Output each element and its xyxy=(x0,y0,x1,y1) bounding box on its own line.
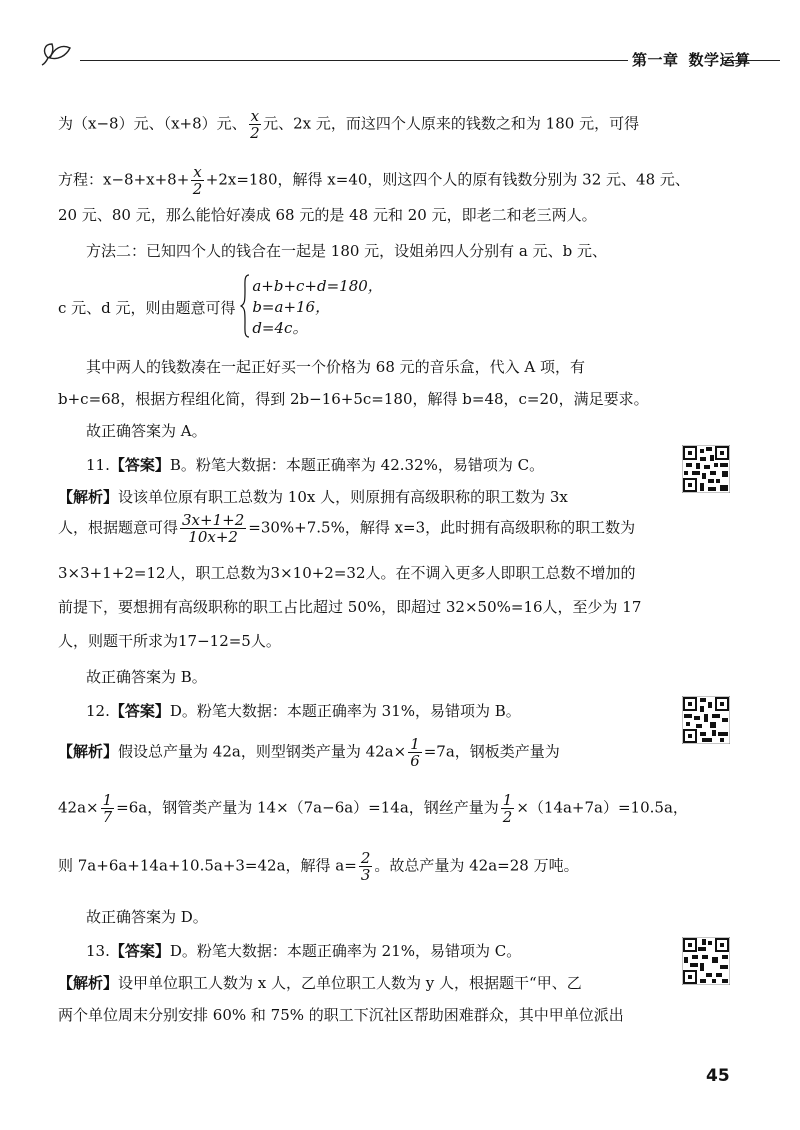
equation-line: c 元、d 元，则由题意可得 a+b+c+d=180， b=a+16， d=4c。 xyxy=(58,276,383,339)
qr-code-icon[interactable] xyxy=(682,445,730,493)
analysis-line: 3×3+1+2=12人，职工总数为3×10+2=32人。在不调入更多人即职工总数不增加的 xyxy=(58,564,636,582)
header-rule-right xyxy=(722,60,780,61)
fraction: $\frac{1}{6}$ xyxy=(410,735,420,770)
text-line: 方法二：已知四个人的钱合在一起是 180 元，设姐弟四人分别有 a 元、b 元、 xyxy=(86,242,608,260)
fraction: $\frac{x}{2}$ xyxy=(192,163,203,198)
chapter-number: 第一章 xyxy=(632,51,679,69)
analysis-line: 则 7a+6a+14a+10.5a+3=42a，解得 a= $\frac{2}{3}$ 。故总产量为 42a=28 万吨。 xyxy=(58,849,579,884)
analysis-line: 【解析】设该单位原有职工总数为 10x 人，则原拥有高级职称的职工数为 3x xyxy=(58,488,568,506)
text-line: 为（x−8）元、（x+8）元、 $\frac{x}{2}$ 元、2x 元，而这四个人原来的钱数之和为 180 元，可得 xyxy=(58,107,640,142)
text-line: 20 元、80 元，那么能恰好凑成 68 元的是 48 元和 20 元，即老二和老三两人。 xyxy=(58,206,597,224)
equation: d=4c。 xyxy=(252,319,308,337)
fraction: $\frac{x}{2}$ xyxy=(250,107,260,142)
answer-11: 11.【答案】B。粉笔大数据：本题正确率为 42.32%，易错项为 C。 xyxy=(86,456,545,474)
qr-code-icon[interactable] xyxy=(682,937,730,985)
equation-system xyxy=(240,276,382,339)
equation: b=a+16， xyxy=(252,298,331,316)
fraction: $\frac{1}{7}$ xyxy=(102,791,113,826)
analysis-line: 两个单位周末分别安排 60% 和 75% 的职工下沉社区帮助困难群众，其中甲单位派出 xyxy=(58,1006,624,1024)
analysis-line: 人，根据题意可得 $\frac{3x+1+2}{10x+2}$ =30%+7.5%，解得 x=3，此时拥有高级职称的职工数为 xyxy=(58,511,636,546)
header-rule-left xyxy=(80,60,628,61)
equation: a+b+c+d=180， xyxy=(252,277,383,295)
fraction: $\frac{3x+1+2}{10x+2}$ xyxy=(182,511,245,546)
text-line: 其中两人的钱数凑在一起正好买一个价格为 68 元的音乐盒，代入 A 项，有 xyxy=(86,358,585,376)
text-line: 故正确答案为 A。 xyxy=(86,422,207,440)
leaf-icon xyxy=(40,38,74,66)
answer-13: 13.【答案】D。粉笔大数据：本题正确率为 21%，易错项为 C。 xyxy=(86,942,522,960)
brace-icon xyxy=(240,274,250,338)
text-line: 故正确答案为 B。 xyxy=(86,668,207,686)
qr-code-icon[interactable] xyxy=(682,696,730,744)
page-number: 45 xyxy=(706,1066,730,1086)
fraction: $\frac{2}{3}$ xyxy=(360,849,371,884)
analysis-line: 人，则题干所求为17−12=5人。 xyxy=(58,632,281,650)
text-line: 方程：x−8+x+8+ $\frac{x}{2}$ +2x=180，解得 x=40，则这四个人的原有钱数分别为 32 元、48 元、 xyxy=(58,163,690,198)
analysis-line: 【解析】假设总产量为 42a，则型钢类产量为 42a× $\frac{1}{6}$ =7a，钢板类产量为 xyxy=(58,735,560,770)
text-line: b+c=68，根据方程组化简，得到 2b−16+5c=180，解得 b=48，c=20，满足要求。 xyxy=(58,390,649,408)
text-line: 故正确答案为 D。 xyxy=(86,908,208,926)
answer-12: 12.【答案】D。粉笔大数据：本题正确率为 31%，易错项为 B。 xyxy=(86,702,521,720)
chapter-name: 数学运算 xyxy=(688,51,751,69)
analysis-line: 【解析】设甲单位职工人数为 x 人，乙单位职工人数为 y 人，根据题干“甲、乙 xyxy=(58,974,582,992)
analysis-line: 42a× $\frac{1}{7}$ =6a，钢管类产量为 14×（7a−6a）=14a，钢丝产量为 $\frac{1}{2}$ ×（14a+7a）=10.5a， xyxy=(58,791,688,826)
fraction: $\frac{1}{2}$ xyxy=(502,791,513,826)
page-header xyxy=(40,38,780,68)
analysis-line: 前提下，要想拥有高级职称的职工占比超过 50%，即超过 32×50%=16人，至少为 17 xyxy=(58,598,642,616)
